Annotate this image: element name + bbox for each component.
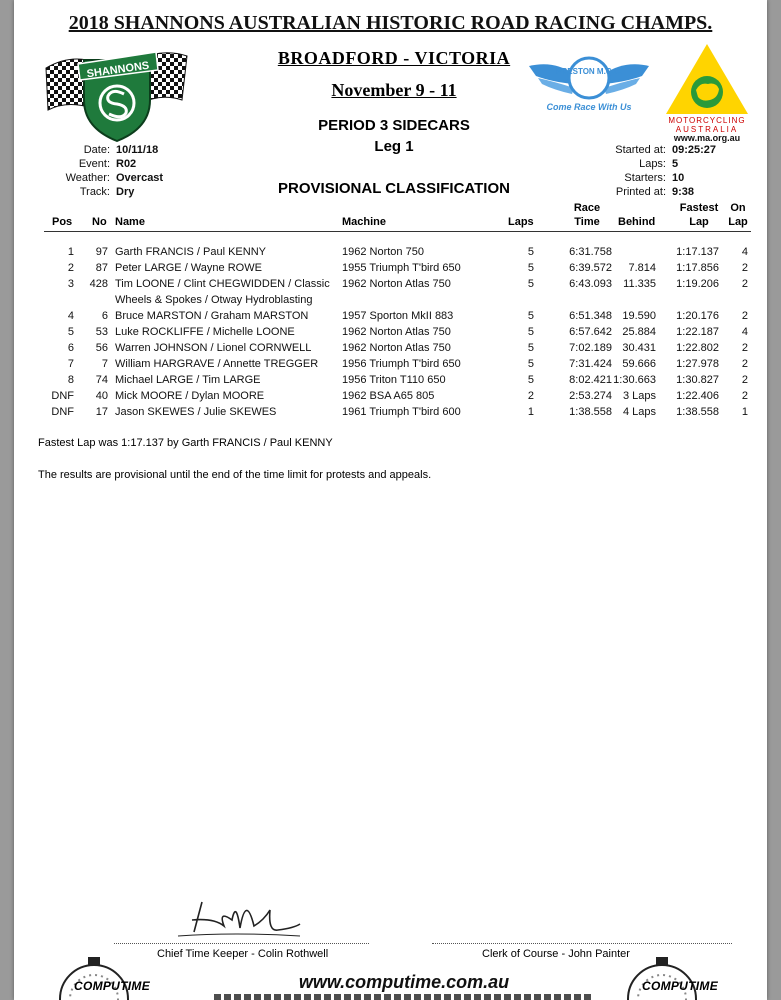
clerk-signature-line [432,943,732,944]
cell-pos: 7 [67,358,74,370]
track-value: Dry [116,186,135,198]
cell-no: 97 [95,246,108,258]
table-row [14,340,767,356]
cell-behind: 4 Laps [622,406,656,418]
cell-behind: 7.814 [628,262,656,274]
table-row [14,324,767,340]
cell-time: 7:31.424 [569,358,612,370]
cell-pos: 6 [67,342,74,354]
cell-laps: 5 [527,246,534,258]
cell-on-lap: 4 [741,326,748,338]
cell-time: 6:43.093 [569,278,612,290]
col-race: Race [573,202,601,214]
date-label: Date: [83,144,110,156]
cell-time: 6:39.572 [569,262,612,274]
provisional-note: The results are provisional until the end of the time limit for protests and appeals. [38,469,432,481]
cell-on-lap: 1 [741,406,748,418]
event-info [48,143,163,199]
cell-fastest: 1:20.176 [676,310,719,322]
ma-country: AUSTRALIA [675,125,739,134]
cell-behind: 1:30.663 [613,374,656,386]
cell-fastest: 1:30.827 [676,374,719,386]
cell-on-lap: 2 [741,358,748,370]
page-title: 2018 SHANNONS AUSTRALIAN HISTORIC ROAD RACING CHAMPS. [68,12,713,34]
cell-time: 2:53.274 [569,390,612,402]
starters-label: Starters: [624,172,666,184]
cell-pos: DNF [51,390,74,402]
event-label: Event: [78,158,110,170]
cell-behind: 11.335 [623,278,656,290]
cell-fastest: 1:19.206 [676,278,719,290]
col-pos: Pos [52,216,73,228]
fastest-lap-note: Fastest Lap was 1:17.137 by Garth FRANCIS / Paul KENNY [38,437,333,449]
cell-pos: 4 [67,310,74,322]
cell-machine: 1962 Norton Atlas 750 [342,278,451,290]
cell-time: 6:57.642 [569,326,612,338]
cell-laps: 5 [527,342,534,354]
cell-name: Mick MOORE / Dylan MOORE [115,390,265,402]
col-on: On [730,202,746,214]
cell-fastest: 1:22.187 [676,326,719,338]
cell-no: 17 [95,406,108,418]
header-divider [44,231,751,232]
signature-image [174,880,304,942]
results-header [14,201,767,231]
cell-pos: 8 [67,374,74,386]
col-on-lap: Lap [728,216,748,228]
computime-logo-left [46,955,166,1000]
shannons-logo-text: SHANNONS [85,59,151,81]
cell-on-lap: 2 [741,278,748,290]
website-link[interactable]: www.computime.com.au [298,972,510,992]
venue-title: BROADFORD - VICTORIA [277,48,511,68]
computime-text-right: COMPUTIME [641,979,719,993]
date-value: 10/11/18 [116,144,159,156]
cell-no: 87 [95,262,108,274]
table-row [14,372,767,388]
cell-name: Garth FRANCIS / Paul KENNY [115,246,266,258]
computime-logo-right [614,955,734,1000]
cell-on-lap: 2 [741,390,748,402]
cell-machine: 1962 Norton Atlas 750 [342,326,451,338]
club-name: PRESTON M.C.C. [556,67,622,76]
cell-name: Tim LOONE / Clint CHEGWIDDEN / Classic [115,278,330,290]
cell-laps: 5 [527,310,534,322]
cell-time: 7:02.189 [569,342,612,354]
session-title: PERIOD 3 SIDECARS [318,117,470,134]
cell-name: Peter LARGE / Wayne ROWE [115,262,262,274]
cell-fastest: 1:22.406 [676,390,719,402]
table-row [14,388,767,404]
col-machine: Machine [342,216,387,228]
cell-behind: 3 Laps [622,390,656,402]
cell-no: 40 [95,390,108,402]
table-row [14,244,767,260]
cell-no: 6 [101,310,108,322]
table-row [14,356,767,372]
cell-name: Jason SKEWES / Julie SKEWES [115,406,277,418]
cell-behind: 30.431 [622,342,656,354]
track-label: Track: [79,186,110,198]
cell-fastest: 1:17.856 [676,262,719,274]
ma-name: MOTORCYCLING [668,116,746,125]
cell-pos: 2 [67,262,74,274]
cell-fastest: 1:17.137 [676,246,719,258]
cell-no: 428 [89,278,108,290]
cell-laps: 5 [527,358,534,370]
cell-fastest: 1:27.978 [676,358,719,370]
col-laps: Laps [508,216,534,228]
weather-label: Weather: [65,172,110,184]
cell-machine: 1962 Norton 750 [342,246,424,258]
table-row [14,276,767,308]
cell-no: 74 [95,374,108,386]
race-info [584,143,716,199]
cell-time: 6:31.758 [569,246,612,258]
col-no: No [92,216,107,228]
col-fastest-lap: Lap [689,216,709,228]
cell-laps: 5 [527,262,534,274]
table-row [14,260,767,276]
cell-time: 1:38.558 [569,406,612,418]
leg-title: Leg 1 [374,138,414,155]
cell-laps: 5 [527,278,534,290]
cell-pos: DNF [51,406,74,418]
cell-machine: 1962 BSA A65 805 [342,390,435,402]
cell-no: 7 [101,358,108,370]
cell-no: 56 [95,342,108,354]
cell-on-lap: 2 [741,262,748,274]
cell-name: Bruce MARSTON / Graham MARSTON [115,310,309,322]
clerk-caption: Clerk of Course - John Painter [482,948,630,960]
shannons-logo [42,38,192,143]
laps-label: Laps: [639,158,666,170]
col-time: Time [574,216,600,228]
col-behind: Behind [618,216,656,228]
event-dates: November 9 - 11 [331,80,457,100]
results-table [14,244,767,420]
cell-name-continued: Wheels & Spokes / Otway Hydroblasting [115,294,313,306]
timekeeper-signature-line [114,943,369,944]
cell-machine: 1956 Triton T110 650 [342,374,446,386]
laps-value: 5 [672,158,679,170]
col-name: Name [115,216,145,228]
cell-behind: 25.884 [622,326,656,338]
preston-mcc-logo [524,52,654,114]
cell-behind: 19.590 [622,310,656,322]
cell-machine: 1962 Norton Atlas 750 [342,342,451,354]
cell-time: 6:51.348 [569,310,612,322]
cell-name: Michael LARGE / Tim LARGE [115,374,261,386]
club-motto: Come Race With Us [546,102,632,112]
cell-pos: 1 [67,246,74,258]
printed-value: 9:38 [672,186,695,198]
cell-laps: 5 [527,374,534,386]
cell-laps: 1 [527,406,534,418]
computime-text-left: COMPUTIME [73,979,151,993]
timekeeper-caption: Chief Time Keeper - Colin Rothwell [157,948,329,960]
cell-laps: 2 [527,390,534,402]
cell-name: Luke ROCKLIFFE / Michelle LOONE [115,326,295,338]
cell-on-lap: 2 [741,374,748,386]
ma-url: www.ma.org.au [673,133,741,143]
cell-fastest: 1:22.802 [676,342,719,354]
cell-time: 8:02.421 [569,374,612,386]
cell-laps: 5 [527,326,534,338]
cell-on-lap: 2 [741,310,748,322]
started-value: 09:25:27 [672,144,717,156]
cell-behind: 59.666 [622,358,656,370]
motorcycling-australia-logo [662,42,752,144]
classification-title: PROVISIONAL CLASSIFICATION [278,180,510,197]
table-row [14,404,767,420]
cell-pos: 5 [67,326,74,338]
cell-machine: 1956 Triumph T'bird 650 [342,358,461,370]
weather-value: Overcast [116,172,164,184]
cell-machine: 1955 Triumph T'bird 650 [342,262,461,274]
cell-on-lap: 4 [741,246,748,258]
starters-value: 10 [672,172,685,184]
cell-on-lap: 2 [741,342,748,354]
cell-name: William HARGRAVE / Annette TREGGER [115,358,319,370]
event-value: R02 [116,158,137,170]
cell-machine: 1961 Triumph T'bird 600 [342,406,461,418]
cell-name: Warren JOHNSON / Lionel CORNWELL [115,342,312,354]
cell-pos: 3 [67,278,74,290]
table-row [14,308,767,324]
cell-fastest: 1:38.558 [676,406,719,418]
cell-no: 53 [95,326,108,338]
cell-machine: 1957 Sporton MkII 883 [342,310,454,322]
footer-cut-text [214,994,594,1000]
started-label: Started at: [615,144,666,156]
results-sheet [14,0,767,1000]
col-fastest: Fastest [679,202,719,214]
printed-label: Printed at: [615,186,666,198]
